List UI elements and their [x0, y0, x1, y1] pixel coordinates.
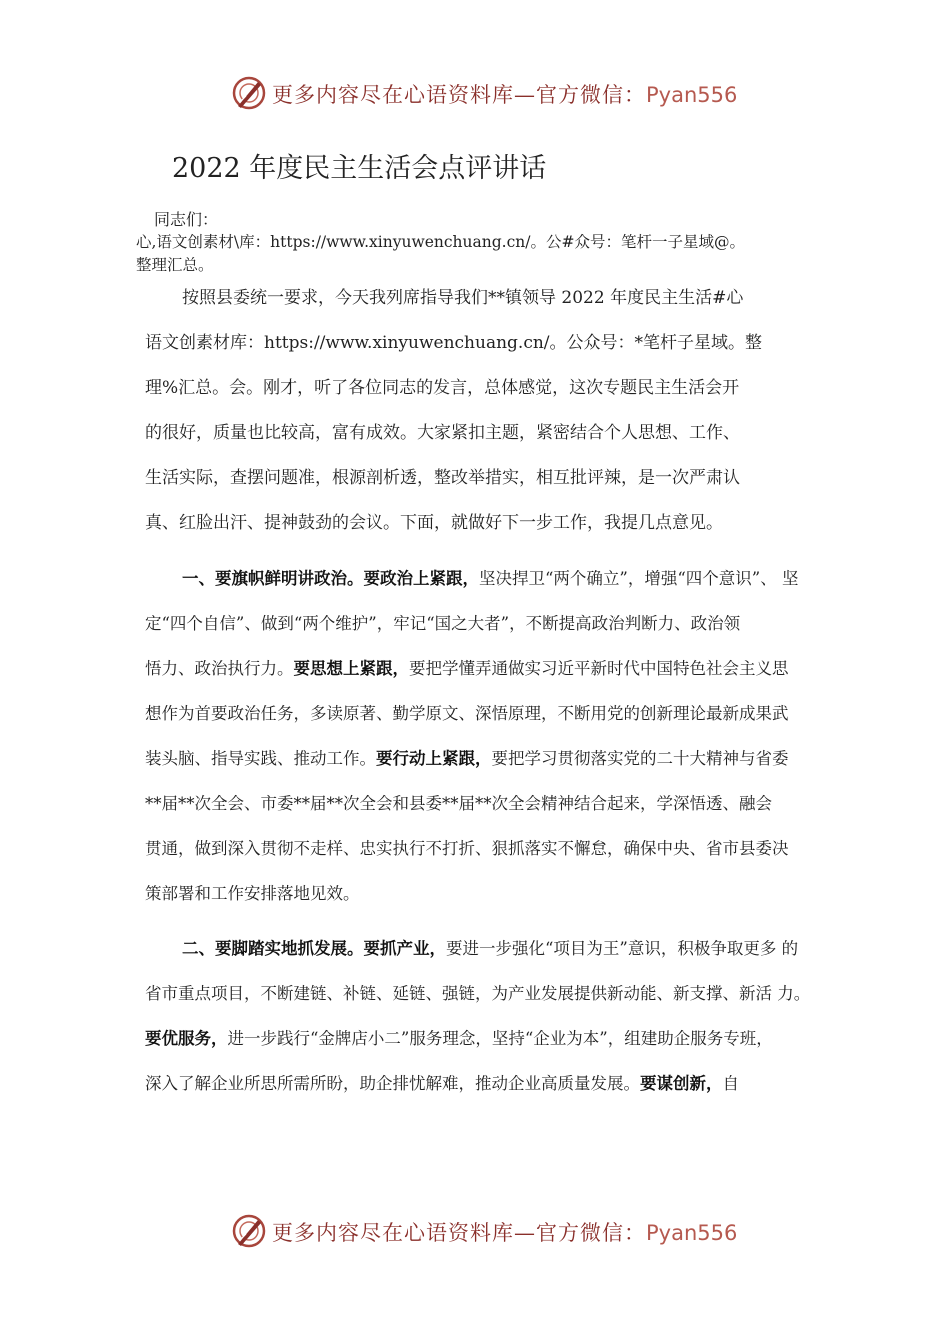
greeting: 同志们：	[154, 210, 219, 229]
text-line: 省市重点项目，不断建链、补链、延链、强链，为产业发展提供新动能、新支撑、新活 力。	[145, 984, 811, 1003]
text-line: **届**次全会、市委**届**次全会和县委**届**次全会精神结合起来，学深悟透、融会	[145, 794, 772, 813]
wechat-handle: Pyan556	[646, 1221, 738, 1245]
wechat-handle: Pyan556	[646, 83, 738, 107]
section-heading: 一、要旗帜鲜明讲政治。要政治上紧跟，	[182, 569, 479, 588]
text-line: 深入了解企业所思所需所盼，助企排忧解难，推动企业高质量发展。要谋创新，自	[145, 1074, 739, 1093]
text-line: 装头脑、指导实践、推动工作。要行动上紧跟，要把学习贯彻落实党的二十大精神与省委	[145, 749, 789, 768]
quill-logo-icon	[232, 76, 266, 110]
text-line: 生活实际，查摆问题准，根源剖析透，整改举措实，相互批评辣，是一次严肃认	[145, 468, 740, 488]
page-title: 2022 年度民主生活会点评讲话	[172, 153, 547, 184]
text-line: 策部署和工作安排落地见效。	[145, 884, 360, 903]
text-line: 定“四个自信”、做到“两个维护”，牢记“国之大者”，不断提高政治判断力、政治领	[145, 614, 741, 633]
watermark-line: 整理汇总。	[136, 256, 214, 274]
text-line: 贯通，做到深入贯彻不走样、忠实执行不打折、狠抓落实不懈怠，确保中央、省市县委决	[145, 839, 789, 858]
header-banner	[0, 68, 950, 118]
banner-text: 更多内容尽在心语资料库—官方微信：Pyan556	[272, 83, 738, 107]
text-line: 想作为首要政治任务，多读原著、勤学原文、深悟原理，不断用党的创新理论最新成果武	[145, 704, 789, 723]
paragraph-development	[145, 926, 825, 1106]
text-line: 真、红脸出汗、提神鼓劲的会议。下面，就做好下一步工作，我提几点意见。	[145, 513, 723, 533]
text-line: 的很好，质量也比较高，富有成效。大家紧扣主题，紧密结合个人思想、工作、	[145, 423, 740, 443]
text-line: 理%汇总。会。刚才，听了各位同志的发言，总体感觉，这次专题民主生活会开	[145, 378, 740, 398]
section-heading: 二、要脚踏实地抓发展。要抓产业，	[182, 939, 446, 958]
banner-text: 更多内容尽在心语资料库—官方微信：Pyan556	[272, 1221, 738, 1245]
text-line: 悟力、政治执行力。要思想上紧跟，要把学懂弄通做实习近平新时代中国特色社会主义思	[145, 659, 789, 678]
paragraph-intro	[145, 276, 825, 546]
watermark-line: 心,语文创素材\库：https://www.xinyuwenchuang.cn/。公#众号：笔杆一子星域@。	[136, 233, 745, 251]
text-line: 二、要脚踏实地抓发展。要抓产业，要进一步强化“项目为王”意识，积极争取更多 的	[182, 939, 799, 958]
paragraph-politics	[145, 556, 825, 916]
text-line: 语文创素材库：https://www.xinyuwenchuang.cn/。公众号：*笔杆子星域。整	[145, 333, 763, 353]
text-line: 要优服务，进一步践行“金牌店小二”服务理念，坚持“企业为本”，组建助企服务专班，	[145, 1029, 773, 1048]
text-line: 一、要旗帜鲜明讲政治。要政治上紧跟，坚决捍卫“两个确立”，增强“四个意识”、 坚	[182, 569, 799, 588]
footer-banner	[0, 1206, 950, 1256]
text-line: 按照县委统一要求，今天我列席指导我们**镇领导 2022 年度民主生活#心	[182, 288, 744, 308]
quill-logo-icon	[232, 1214, 266, 1248]
